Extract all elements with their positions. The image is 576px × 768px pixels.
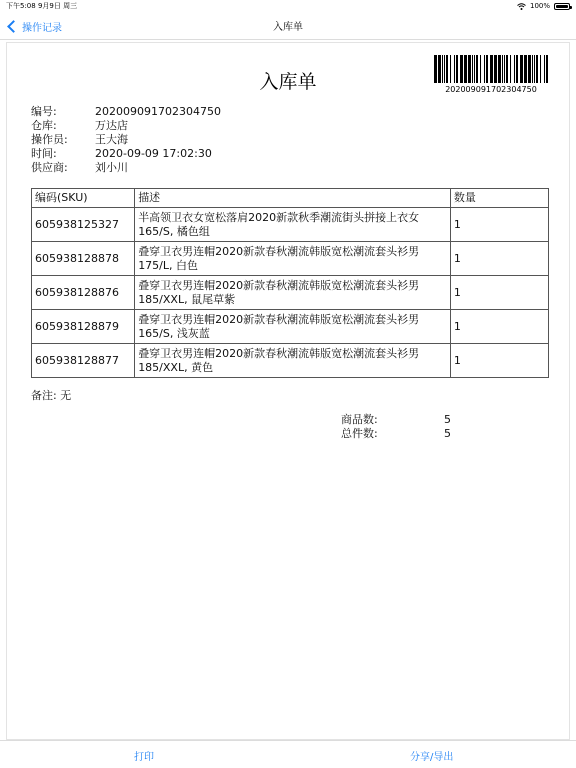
table-row [32,242,549,276]
info-row-time [31,147,221,161]
info-value: 2020-09-09 17:02:30 [95,147,212,160]
cell-sku: 605938128879 [32,310,135,344]
items-table [31,188,549,378]
cell-quantity: 1 [450,344,548,378]
info-row-operator [31,133,221,147]
battery-icon [554,3,570,10]
info-row-supplier [31,161,221,175]
info-value: 万达店 [95,119,128,132]
document-info [31,105,221,175]
total-products-row [341,413,451,427]
info-row-warehouse [31,119,221,133]
status-right [517,0,570,12]
column-header-quantity: 数量 [450,189,548,208]
battery-percent: 100% [529,2,550,10]
table-header-row [32,189,549,208]
cell-sku: 605938128877 [32,344,135,378]
share-export-button[interactable]: 分享/导出 [410,752,454,763]
cell-quantity: 1 [450,208,548,242]
back-button-label: 操作记录 [22,22,62,34]
document-title: 入库单 [259,71,317,93]
cell-description: 叠穿卫衣男连帽2020新款春秋潮流韩版宽松潮流套头衫男 185/XXL, 黄色 [135,344,451,378]
bottom-toolbar [0,740,576,768]
info-label: 时间: [31,147,57,160]
cell-description: 叠穿卫衣男连帽2020新款春秋潮流韩版宽松潮流套头衫男 175/L, 白色 [135,242,451,276]
cell-sku: 605938125327 [32,208,135,242]
total-label: 商品数: [341,413,378,426]
cell-quantity: 1 [450,276,548,310]
info-label: 仓库: [31,119,57,132]
status-bar [0,0,576,12]
total-pieces-row [341,427,451,441]
table-row [32,310,549,344]
table-row [32,276,549,310]
navigation-bar [0,12,576,40]
info-label: 供应商: [31,161,68,174]
cell-quantity: 1 [450,242,548,276]
info-value: 202009091702304750 [95,105,221,118]
column-header-description: 描述 [135,189,451,208]
remark: 备注: 无 [31,389,72,402]
total-label: 总件数: [341,427,378,440]
totals [341,413,451,441]
cell-description: 叠穿卫衣男连帽2020新款春秋潮流韩版宽松潮流套头衫男 165/S, 浅灰蓝 [135,310,451,344]
table-row [32,344,549,378]
cell-description: 叠穿卫衣男连帽2020新款春秋潮流韩版宽松潮流套头衫男 185/XXL, 鼠尾草紫 [135,276,451,310]
cell-quantity: 1 [450,310,548,344]
info-value: 刘小川 [95,161,128,174]
info-label: 编号: [31,105,57,118]
table-row [32,208,549,242]
info-row-number [31,105,221,119]
status-time-date: 下午5:08 9月9日 周三 [6,2,78,10]
document-sheet [6,42,570,740]
total-value: 5 [444,413,451,426]
total-value: 5 [444,427,451,440]
print-button[interactable]: 打印 [134,752,154,763]
barcode-image [434,55,548,83]
column-header-sku: 编码(SKU) [32,189,135,208]
nav-title: 入库单 [273,22,303,33]
cell-description: 半高领卫衣女宽松落肩2020新款秋季潮流街头拼接上衣女 165/S, 橘色组 [135,208,451,242]
barcode-number: 202009091702304750 [445,85,537,94]
cell-sku: 605938128878 [32,242,135,276]
wifi-icon [517,3,526,10]
cell-sku: 605938128876 [32,276,135,310]
info-value: 王大海 [95,133,128,146]
info-label: 操作员: [31,133,68,146]
